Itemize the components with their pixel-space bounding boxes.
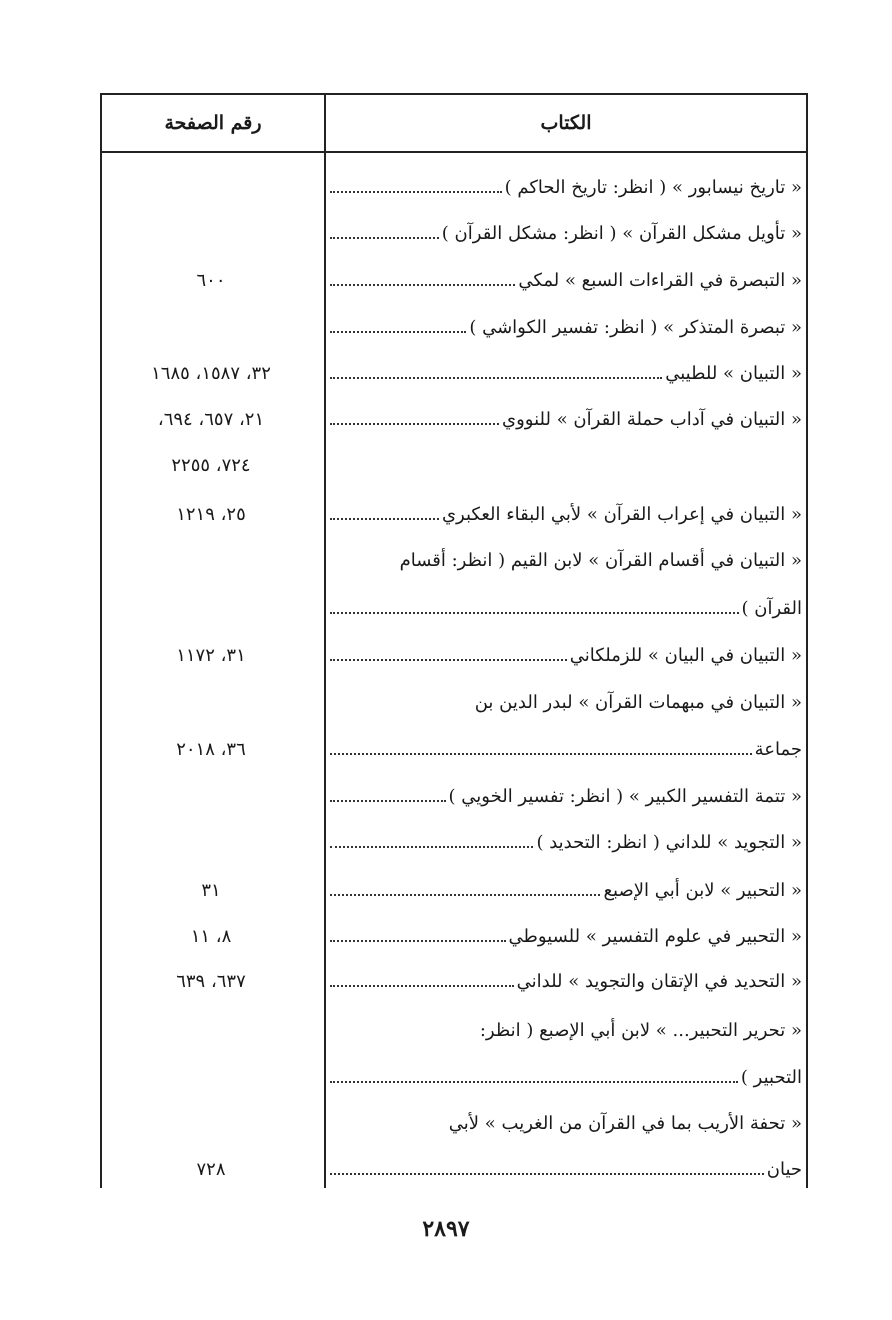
index-entry: « التبيان في البيان » للزملكاني	[330, 641, 802, 671]
index-entry: « تحفة الأريب بما في القرآن من الغريب » لأبي	[448, 1113, 802, 1134]
index-entry: « التبيان في إعراب القرآن » لأبي البقاء العكبري	[330, 500, 802, 530]
index-entry: « التحبير في علوم التفسير » للسيوطي	[330, 922, 802, 952]
index-entry: التحبير )	[330, 1063, 802, 1093]
page-ref: ٧٢٨	[196, 1159, 226, 1180]
column-separator	[324, 93, 326, 1188]
index-entry: « التبصرة في القراءات السبع » لمكي	[330, 266, 802, 296]
page-ref: ٦٠٠	[196, 270, 226, 291]
page-ref: ٢٥، ١٢١٩	[176, 504, 246, 525]
header-separator	[100, 151, 808, 153]
page-ref: ٨، ١١	[190, 926, 232, 947]
index-entry: حيان	[330, 1155, 802, 1185]
page-ref: ٦٣٧، ٦٣٩	[176, 971, 246, 992]
page-ref: ٣٢، ١٥٨٧، ١٦٨٥	[151, 363, 271, 384]
page-ref: ٢١، ٦٥٧، ٦٩٤،	[157, 409, 265, 430]
page-ref: ٣١	[201, 880, 221, 901]
page-ref: ٧٢٤، ٢٢٥٥	[171, 455, 251, 476]
index-entry: « التبيان في مبهمات القرآن » لبدر الدين بن	[474, 692, 802, 713]
index-entry: « تأويل مشكل القرآن » ( انظر: مشكل القرآن )	[330, 219, 802, 249]
book-column-header: الكتاب	[540, 112, 592, 134]
index-entry: « تحرير التحبير... » لابن أبي الإصبع ( انظر:	[479, 1020, 802, 1041]
index-entry: « التحديد في الإتقان والتجويد » للداني	[330, 967, 802, 997]
index-entry: « التبيان في أقسام القرآن » لابن القيم ( انظر: أقسام	[399, 550, 802, 571]
index-entry: « التجويد » للداني ( انظر: التحديد )	[330, 828, 802, 858]
index-entry: القرآن )	[330, 594, 802, 624]
page-column-header: رقم الصفحة	[164, 112, 262, 134]
index-entry: « تبصرة المتذكر » ( انظر: تفسير الكواشي )	[330, 313, 802, 343]
index-entry: « التبيان في آداب حملة القرآن » للنووي	[330, 405, 802, 435]
index-entry: « التحبير » لابن أبي الإصبع	[330, 876, 802, 906]
index-entry: جماعة	[330, 735, 802, 765]
index-entry: « التبيان » للطيبي	[330, 359, 802, 389]
index-entry: « تاريخ نيسابور » ( انظر: تاريخ الحاكم )	[330, 173, 802, 203]
page-number: ٢٨٩٧	[422, 1216, 470, 1242]
page-ref: ٣٦، ٢٠١٨	[176, 739, 246, 760]
index-entry: « تتمة التفسير الكبير » ( انظر: تفسير الخويي )	[330, 782, 802, 812]
page-ref: ٣١، ١١٧٢	[176, 645, 246, 666]
